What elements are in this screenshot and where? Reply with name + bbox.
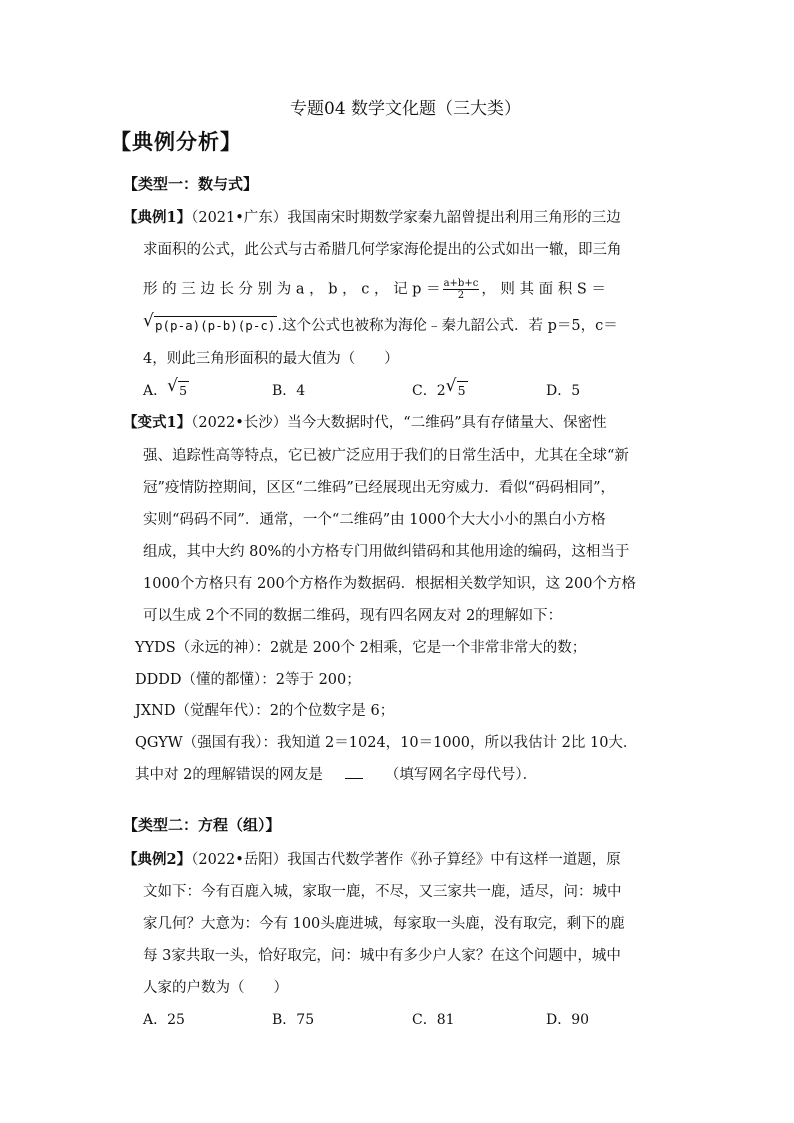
ex1-line1: 【典例1】（2021•广东）我国南宋时期数学家秦九韶曾提出利用三角形的三边 bbox=[123, 209, 621, 226]
var1-line5: 组成，其中大约 80%的小方格专门用做纠错码和其他用途的编码，这相当于 bbox=[143, 544, 630, 560]
ex1-option-d: D．5 bbox=[546, 383, 581, 399]
ex1-line2: 求面积的公式，此公式与古希腊几何学家海伦提出的公式如出一辙，即三角 bbox=[143, 242, 622, 258]
ex2-line4: 每 3家共取一头，恰好取完，问：城中有多少户人家？在这个问题中，城中 bbox=[143, 948, 621, 964]
sqrt-expression: √ p(p-a)(p-b)(p-c) bbox=[143, 311, 276, 333]
ex2-line3: 家几何？大意为：今有 100头鹿进城，每家取一头鹿，没有取完，剩下的鹿 bbox=[143, 916, 625, 932]
ex1-option-c: C．2 √ 5 bbox=[412, 376, 466, 399]
var1-line4: 实则“码码不同”．通常，一个“二维码”由 1000个大大小小的黑白小方格 bbox=[143, 512, 606, 528]
var1-yyds: YYDS（永远的神）：2就是 200个 2相乘，它是一个非常非常大的数； bbox=[135, 640, 587, 656]
var1-line3: 冠”疫情防控期间，区区“二维码”已经展现出无穷威力．看似“码码相同”， bbox=[143, 480, 616, 496]
ex1-line5: 4，则此三角形面积的最大值为（ ） bbox=[143, 351, 399, 367]
ex1-option-a: A． √ 5 bbox=[143, 376, 188, 399]
ex2-option-c: C．81 bbox=[412, 1012, 455, 1028]
var1-line6: 1000个方格只有 200个方格作为数据码．根据相关数学知识，这 200个方格 bbox=[143, 576, 636, 592]
var1-qgyw: QGYW（强国有我）：我知道 2＝1024，10＝1000，所以我估计 2比 10大． bbox=[135, 735, 638, 751]
ex2-line1: 【典例2】（2022•岳阳）我国古代数学著作《孙子算经》中有这样一道题，原 bbox=[123, 851, 621, 868]
page-title: 专题04 数学文化题（三大类） bbox=[290, 99, 522, 119]
ex1-line3: 形 的 三 边 长 分 别 为 a ， b ， c ， 记 p ＝ $\frac{a+b+c}{2}$ ， 则 其 面 积 S ＝ bbox=[143, 278, 606, 301]
ex1-line4: √ p(p-a)(p-b)(p-c) .这个公式也被称为海伦﹣秦九韶公式．若 p＝5，c＝ bbox=[143, 311, 618, 334]
fraction: $\frac{a+b+c}{2}$ bbox=[443, 278, 479, 301]
type2-heading: 【类型二：方程（组）】 bbox=[123, 816, 281, 834]
ex2-label: 【典例2】 bbox=[123, 851, 192, 868]
ex1-label: 【典例1】 bbox=[123, 209, 192, 226]
var1-label: 【变式1】 bbox=[123, 414, 192, 431]
ex1-option-b: B．4 bbox=[272, 383, 306, 399]
var1-line2: 强、追踪性高等特点，它已被广泛应用于我们的日常生活中，尤其在全球“新 bbox=[143, 448, 629, 464]
type1-heading: 【类型一：数与式】 bbox=[123, 175, 259, 193]
var1-dddd: DDDD（懂的都懂）：2等于 200； bbox=[135, 672, 361, 688]
ex2-line5: 人家的户数为（ ） bbox=[143, 980, 288, 996]
var1-line7: 可以生成 2个不同的数据二维码，现有四名网友对 2的理解如下： bbox=[143, 608, 563, 624]
section-heading: 【典例分析】 bbox=[110, 129, 242, 154]
var1-question: 其中对 2的理解错误的网友是 （填写网名字母代号）． bbox=[135, 767, 538, 783]
var1-line1: 【变式1】（2022•长沙）当今大数据时代，“二维码”具有存储量大、保密性 bbox=[123, 414, 607, 431]
ex2-option-b: B．75 bbox=[272, 1012, 315, 1028]
ex2-option-d: D．90 bbox=[546, 1012, 590, 1028]
ex2-line2: 文如下：今有百鹿入城，家取一鹿，不尽，又三家共一鹿，适尽，问：城中 bbox=[143, 884, 622, 900]
ex2-option-a: A．25 bbox=[143, 1012, 185, 1028]
answer-blank bbox=[345, 767, 363, 779]
var1-jxnd: JXND（觉醒年代）：2的个位数字是 6； bbox=[135, 703, 395, 719]
